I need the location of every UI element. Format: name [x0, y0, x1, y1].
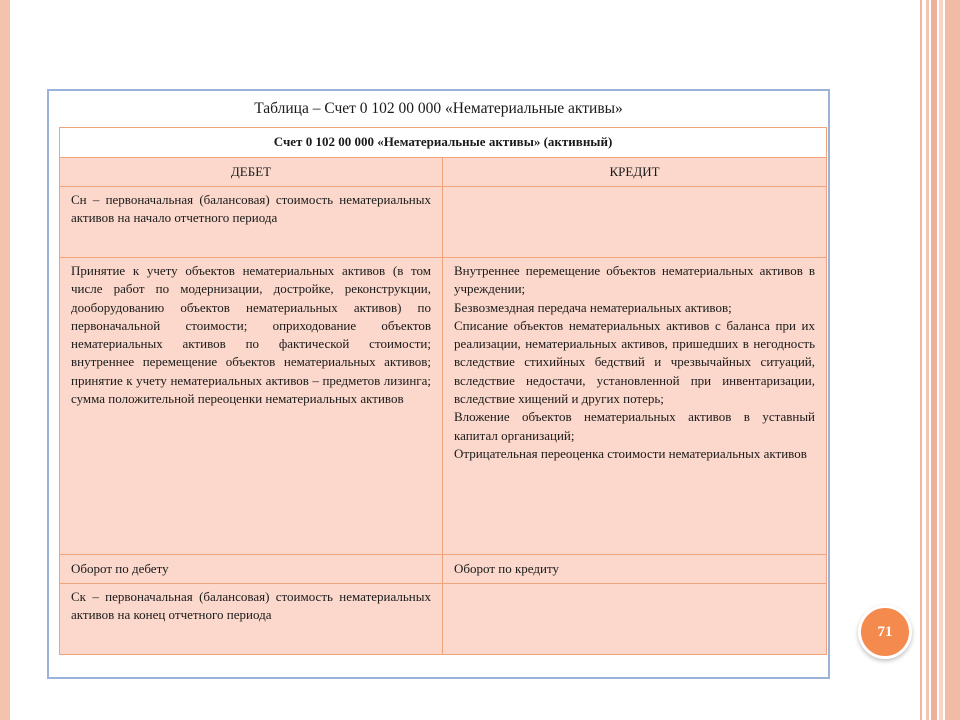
credit-turnover-cell: Оборот по кредиту: [443, 555, 827, 584]
credit-entry: Безвозмездная передача нематериальных активов;: [454, 299, 732, 315]
closing-balance-cell: Ск – первоначальная (балансовая) стоимость нематериальных активов на конец отчетного периода: [60, 584, 443, 655]
debit-header: ДЕБЕТ: [60, 158, 443, 187]
opening-balance-credit-empty: [443, 187, 827, 258]
table-title: Счет 0 102 00 000 «Нематериальные активы» (активный): [60, 128, 827, 158]
entries-row: [60, 258, 827, 555]
debit-entries-cell: Принятие к учету объектов нематериальных активов (в том числе работ по модернизации, достройке, реконструкции, дооборудованию объектов нематериальных активов) по первоначальной стоимости; оприходование объектов нематериальных активов по фактической стоимости; внутреннее перемещение объектов нематериальных активов; принятие к учету нематериальных активов – предметов лизинга; сумма положительной переоценки нематериальных активов: [60, 258, 443, 555]
turnover-row: [60, 555, 827, 584]
account-table: [59, 127, 827, 655]
page-number-badge: 71: [858, 605, 912, 659]
table-header-row: [60, 158, 827, 187]
stripe: [926, 0, 929, 720]
credit-entry: Отрицательная переоценка стоимости нематериальных активов: [454, 445, 807, 461]
credit-entry: Вложение объектов нематериальных активов в уставный капитал организаций;: [454, 409, 816, 443]
stripe: [920, 0, 922, 720]
credit-header: КРЕДИТ: [443, 158, 827, 187]
credit-entry: Внутреннее перемещение объектов нематериальных активов в учреждении;: [454, 263, 816, 297]
credit-entry: Списание объектов нематериальных активов с баланса при их реализации, нематериальных активов, пришедших в негодность вследствие стихийных бедствий и чрезвычайных ситуаций, вследствие недостачи, установленной при инвентаризации, вследствие хищений и других потерь;: [454, 317, 816, 407]
stripe: [945, 0, 960, 720]
opening-balance-row: [60, 187, 827, 258]
credit-entries-cell: [443, 258, 827, 555]
debit-turnover-cell: Оборот по дебету: [60, 555, 443, 584]
right-decorative-stripes: [920, 0, 960, 720]
opening-balance-cell: Сн – первоначальная (балансовая) стоимость нематериальных активов на начало отчетного периода: [60, 187, 443, 258]
left-decorative-border: [0, 0, 10, 720]
stripe: [931, 0, 937, 720]
table-title-row: [60, 128, 827, 158]
table-caption: Таблица – Счет 0 102 00 000 «Нематериальные активы»: [254, 100, 623, 117]
closing-balance-row: [60, 584, 827, 655]
closing-balance-credit-empty: [443, 584, 827, 655]
stripe: [939, 0, 943, 720]
